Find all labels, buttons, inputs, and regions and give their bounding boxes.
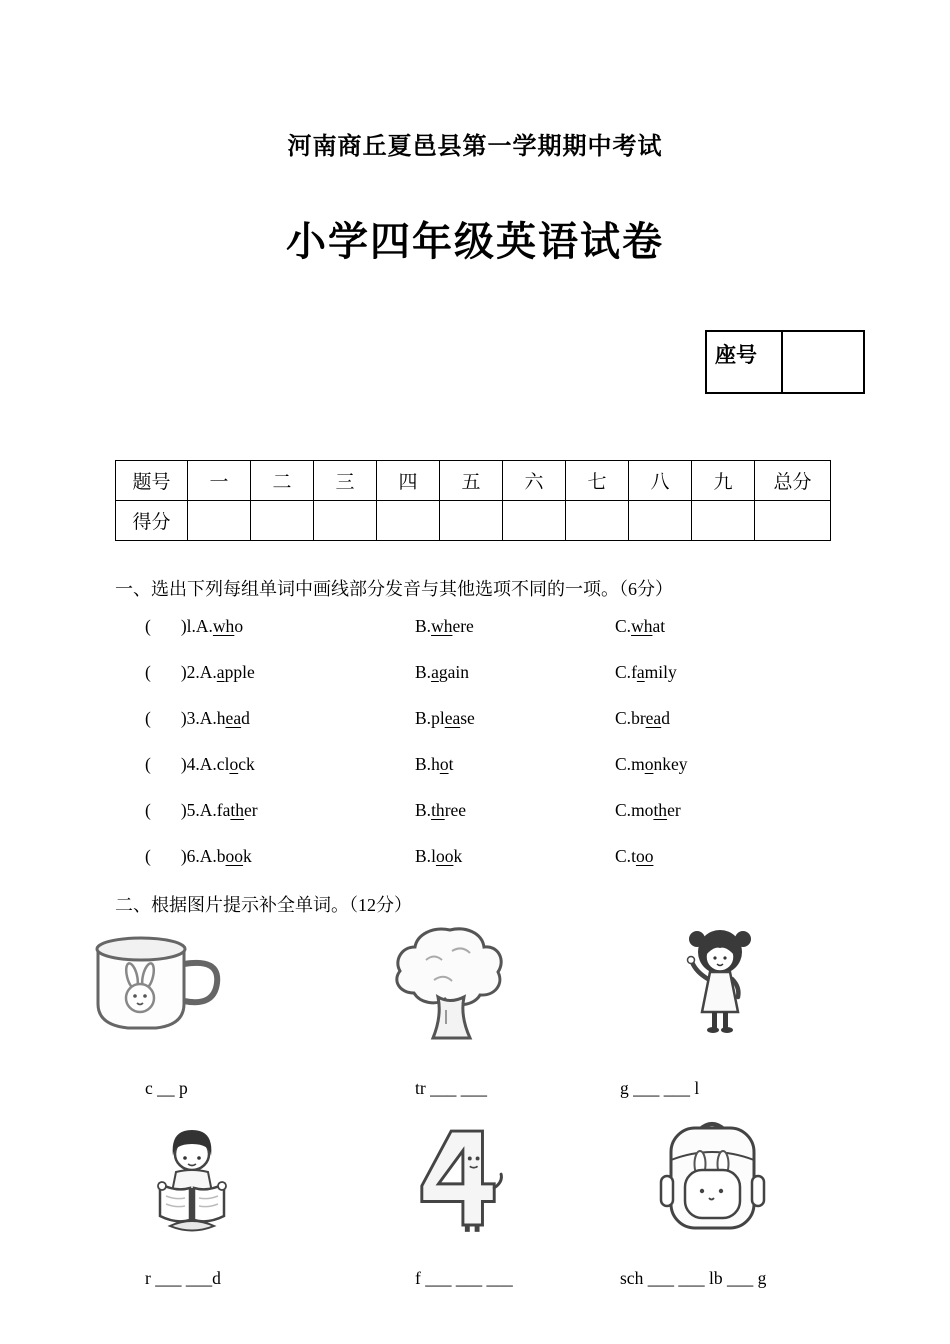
score-cell[interactable] [251, 501, 314, 541]
total-score-header: 总分 [755, 461, 831, 501]
column-header: 三 [314, 461, 377, 501]
option-a: ( )4.A.clock [145, 754, 255, 774]
score-table-header-row [116, 461, 831, 501]
option-c: C.too [615, 846, 654, 866]
seat-number-label: 座号 [707, 332, 783, 392]
option-c: C.bread [615, 708, 670, 728]
schoolbag-image [655, 1114, 770, 1242]
question-row-6 [145, 846, 915, 870]
option-b: B.three [415, 800, 467, 820]
word-blank-four: f ___ ___ ___ [415, 1268, 513, 1288]
question-row-1 [145, 616, 915, 640]
column-header: 九 [692, 461, 755, 501]
word-blank-tree: tr ___ ___ [415, 1078, 487, 1098]
section-one-heading: 一、选出下列每组单词中画线部分发音与其他选项不同的一项。（6分） [115, 579, 673, 599]
total-score-cell[interactable] [755, 501, 831, 541]
question-row-3 [145, 708, 915, 732]
score-cell[interactable] [566, 501, 629, 541]
score-cell[interactable] [440, 501, 503, 541]
column-header: 八 [629, 461, 692, 501]
word-blank-read: r ___ ___d [145, 1268, 221, 1288]
option-b: B.where [415, 616, 474, 636]
option-a: ( )6.A.book [145, 846, 252, 866]
column-header: 二 [251, 461, 314, 501]
score-table-score-row [116, 501, 831, 541]
question-number-label: 题号 [116, 461, 188, 501]
option-b: B.please [415, 708, 475, 728]
option-a: ( )l.A.who [145, 616, 244, 636]
column-header: 七 [566, 461, 629, 501]
score-cell[interactable] [314, 501, 377, 541]
option-b: B.hot [415, 754, 454, 774]
score-label: 得分 [116, 501, 188, 541]
option-b: B.again [415, 662, 469, 682]
option-c: C.what [615, 616, 666, 636]
question-row-5 [145, 800, 915, 824]
word-blank-cup: c __ p [145, 1078, 188, 1098]
column-header: 五 [440, 461, 503, 501]
option-a: ( )3.A.head [145, 708, 250, 728]
score-cell[interactable] [503, 501, 566, 541]
option-a: ( )5.A.father [145, 800, 258, 820]
seat-number-box [705, 330, 865, 394]
section-two-heading: 二、根据图片提示补全单词。（12分） [115, 895, 412, 915]
exam-subtitle: 小学四年级英语试卷 [286, 220, 664, 264]
column-header: 一 [188, 461, 251, 501]
option-c: C.monkey [615, 754, 688, 774]
word-blank-girl: g ___ ___ l [620, 1078, 700, 1098]
word-blank-schoolbag: sch ___ ___ lb ___ g [620, 1268, 767, 1288]
seat-number-field[interactable] [783, 332, 863, 392]
score-cell[interactable] [629, 501, 692, 541]
column-header: 四 [377, 461, 440, 501]
exam-title: 河南商丘夏邑县第一学期期中考试 [287, 133, 663, 160]
number-four-image [414, 1122, 504, 1237]
score-table [115, 460, 831, 541]
girl-image [672, 924, 767, 1042]
question-row-4 [145, 754, 915, 778]
option-c: C.mother [615, 800, 681, 820]
column-header: 六 [503, 461, 566, 501]
cup-image [80, 928, 230, 1040]
score-cell[interactable] [692, 501, 755, 541]
option-b: B.look [415, 846, 463, 866]
score-cell[interactable] [188, 501, 251, 541]
boy-reading-image [140, 1120, 245, 1238]
tree-image [390, 924, 510, 1042]
option-c: C.family [615, 662, 677, 682]
score-cell[interactable] [377, 501, 440, 541]
question-row-2 [145, 662, 915, 686]
option-a: ( )2.A.apple [145, 662, 255, 682]
